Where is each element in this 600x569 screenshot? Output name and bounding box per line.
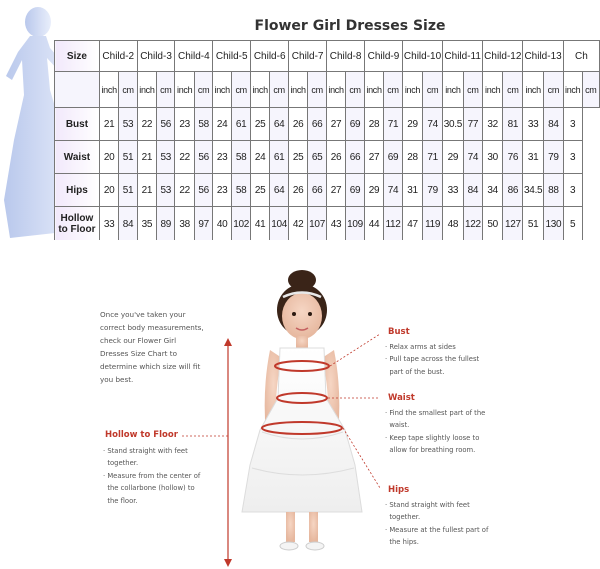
unit-inch-cell: inch xyxy=(523,72,544,108)
size-column-header: Child-8 xyxy=(327,41,365,72)
size-column-header: Child-11 xyxy=(443,41,483,72)
waist-value-cell: 69 xyxy=(384,141,403,174)
unit-cm-cell: cm xyxy=(463,72,483,108)
hips-heading: Hips xyxy=(388,485,410,495)
bust-value-cell: 77 xyxy=(463,108,483,141)
bust-value-cell: 58 xyxy=(194,108,212,141)
hips-value-cell: 27 xyxy=(327,174,346,207)
hips-value-cell: 84 xyxy=(463,174,483,207)
hollow-value-cell: 47 xyxy=(402,207,422,241)
hips-instructions xyxy=(385,499,505,549)
waist-value-cell: 21 xyxy=(137,141,157,174)
hollow-instruction-line: the collarbone (hollow) to xyxy=(103,484,195,493)
bust-value-cell: 30.5 xyxy=(443,108,463,141)
size-column-header: Child-10 xyxy=(402,41,442,72)
hollow-value-cell: 42 xyxy=(289,207,308,241)
intro-text xyxy=(100,308,204,386)
hollow-value-cell: 112 xyxy=(384,207,403,241)
unit-cm-cell: cm xyxy=(232,72,251,108)
hips-value-cell: 34 xyxy=(483,174,503,207)
waist-instruction-line: · Keep tape slightly loose to xyxy=(385,433,480,442)
bust-instructions xyxy=(385,341,505,378)
waist-value-cell: 53 xyxy=(157,141,175,174)
hips-instruction-line: together. xyxy=(385,513,421,522)
unit-inch-cell: inch xyxy=(251,72,270,108)
hips-value-cell: 22 xyxy=(175,174,195,207)
hips-value-cell: 26 xyxy=(289,174,308,207)
hips-value-cell: 20 xyxy=(99,174,119,207)
waist-value-cell: 22 xyxy=(175,141,195,174)
bust-value-cell: 74 xyxy=(423,108,443,141)
hips-value-cell: 31 xyxy=(402,174,422,207)
waist-heading: Waist xyxy=(388,393,415,403)
unit-inch-cell: inch xyxy=(365,72,384,108)
hollow-value-cell: 48 xyxy=(443,207,463,241)
hollow-value-cell: 107 xyxy=(308,207,327,241)
bust-heading: Bust xyxy=(388,327,410,337)
hollow-value-cell: 97 xyxy=(194,207,212,241)
hollow-value-cell: 102 xyxy=(232,207,251,241)
waist-value-cell: 23 xyxy=(213,141,232,174)
bust-value-cell: 27 xyxy=(327,108,346,141)
size-table-container xyxy=(54,40,600,240)
waist-value-cell: 58 xyxy=(232,141,251,174)
hollow-value-cell: 41 xyxy=(251,207,270,241)
hips-row xyxy=(55,174,600,207)
hollow-value-cell: 84 xyxy=(119,207,137,241)
bust-value-cell: 66 xyxy=(308,108,327,141)
bust-value-cell: 3 xyxy=(563,108,582,141)
waist-label-cell: Waist xyxy=(55,141,100,174)
hips-value-cell: 86 xyxy=(503,174,523,207)
bust-value-cell: 21 xyxy=(99,108,119,141)
unit-cm-cell: cm xyxy=(346,72,365,108)
units-row xyxy=(55,72,600,108)
bust-value-cell: 64 xyxy=(270,108,289,141)
waist-value-cell: 61 xyxy=(270,141,289,174)
waist-instruction-line: waist. xyxy=(385,421,410,430)
hollow-value-cell: 50 xyxy=(483,207,503,241)
waist-value-cell: 26 xyxy=(327,141,346,174)
hollow-value-cell: 35 xyxy=(137,207,157,241)
unit-inch-cell: inch xyxy=(99,72,119,108)
hollow-value-cell: 89 xyxy=(157,207,175,241)
bust-value-cell: 71 xyxy=(384,108,403,141)
intro-line: check our Flower Girl xyxy=(100,336,177,345)
hollow-value-cell: 119 xyxy=(423,207,443,241)
size-column-header: Child-6 xyxy=(251,41,289,72)
hips-value-cell: 34.5 xyxy=(523,174,544,207)
hollow-value-cell: 51 xyxy=(523,207,544,241)
hollow-value-cell: 38 xyxy=(175,207,195,241)
waist-value-cell: 56 xyxy=(194,141,212,174)
hips-value-cell: 3 xyxy=(563,174,582,207)
unit-inch-cell: inch xyxy=(175,72,195,108)
intro-line: determine which size will fit xyxy=(100,362,201,371)
waist-value-cell: 51 xyxy=(119,141,137,174)
unit-inch-cell: inch xyxy=(443,72,463,108)
waist-instructions xyxy=(385,407,505,457)
hollow-row xyxy=(55,207,600,241)
waist-instruction-line: allow for breathing room. xyxy=(385,446,476,455)
hips-instruction-line: · Measure at the fullest part of xyxy=(385,525,489,534)
size-column-header: Ch xyxy=(563,41,599,72)
hollow-value-cell: 109 xyxy=(346,207,365,241)
hips-instruction-line: the hips. xyxy=(385,538,419,547)
waist-value-cell: 74 xyxy=(463,141,483,174)
bust-value-cell: 69 xyxy=(346,108,365,141)
size-column-header: Child-13 xyxy=(523,41,563,72)
hips-label-cell: Hips xyxy=(55,174,100,207)
bust-label-cell: Bust xyxy=(55,108,100,141)
hips-value-cell: 25 xyxy=(251,174,270,207)
waist-value-cell: 79 xyxy=(543,141,563,174)
hollow-instruction-line: · Measure from the center of xyxy=(103,471,201,480)
hollow-value-cell: 122 xyxy=(463,207,483,241)
bust-value-cell: 29 xyxy=(402,108,422,141)
hips-value-cell: 64 xyxy=(270,174,289,207)
size-column-header: Child-12 xyxy=(483,41,523,72)
unit-cm-cell: cm xyxy=(119,72,137,108)
hollow-value-cell: 127 xyxy=(503,207,523,241)
size-header-row xyxy=(55,41,600,72)
waist-value-cell: 29 xyxy=(443,141,463,174)
unit-cm-cell: cm xyxy=(157,72,175,108)
child-dress-photo xyxy=(0,250,600,569)
hips-value-cell: 58 xyxy=(232,174,251,207)
hollow-instruction-line: · Stand straight with feet xyxy=(103,447,188,455)
bust-value-cell: 26 xyxy=(289,108,308,141)
waist-value-cell: 20 xyxy=(99,141,119,174)
hollow-value-cell: 5 xyxy=(563,207,582,241)
unit-cm-cell: cm xyxy=(423,72,443,108)
unit-cm-cell: cm xyxy=(270,72,289,108)
hips-value-cell: 29 xyxy=(365,174,384,207)
waist-value-cell: 76 xyxy=(503,141,523,174)
unit-cm-cell: cm xyxy=(582,72,599,108)
bust-value-cell: 32 xyxy=(483,108,503,141)
bust-value-cell: 24 xyxy=(213,108,232,141)
hips-value-cell: 53 xyxy=(157,174,175,207)
hollow-label-cell: Hollow to Floor xyxy=(55,207,100,241)
hips-value-cell: 74 xyxy=(384,174,403,207)
bust-value-cell: 22 xyxy=(137,108,157,141)
bust-value-cell: 23 xyxy=(175,108,195,141)
unit-inch-cell: inch xyxy=(402,72,422,108)
size-column-header: Child-5 xyxy=(213,41,251,72)
waist-value-cell: 65 xyxy=(308,141,327,174)
unit-inch-cell: inch xyxy=(137,72,157,108)
hollow-instruction-line: together. xyxy=(103,459,139,468)
waist-value-cell: 25 xyxy=(289,141,308,174)
hips-value-cell: 69 xyxy=(346,174,365,207)
bust-row xyxy=(55,108,600,141)
hips-value-cell: 88 xyxy=(543,174,563,207)
unit-inch-cell: inch xyxy=(213,72,232,108)
unit-inch-cell: inch xyxy=(563,72,582,108)
intro-line: Once you've taken your xyxy=(100,310,186,319)
bust-value-cell: 25 xyxy=(251,108,270,141)
hips-value-cell: 79 xyxy=(423,174,443,207)
hips-value-cell: 33 xyxy=(443,174,463,207)
bust-value-cell: 61 xyxy=(232,108,251,141)
intro-line: you best. xyxy=(100,375,134,384)
unit-inch-cell: inch xyxy=(289,72,308,108)
bust-instruction-line: · Relax arms at sides xyxy=(385,343,456,351)
waist-value-cell: 3 xyxy=(563,141,582,174)
waist-value-cell: 24 xyxy=(251,141,270,174)
unit-cm-cell: cm xyxy=(308,72,327,108)
hollow-value-cell: 40 xyxy=(213,207,232,241)
size-column-header: Child-2 xyxy=(99,41,137,72)
bust-instruction-line: part of the bust. xyxy=(385,367,445,376)
waist-value-cell: 30 xyxy=(483,141,503,174)
size-column-header: Child-9 xyxy=(365,41,403,72)
unit-inch-cell: inch xyxy=(327,72,346,108)
bust-value-cell: 53 xyxy=(119,108,137,141)
hollow-instructions xyxy=(103,445,221,507)
unit-cm-cell: cm xyxy=(384,72,403,108)
bust-instruction-line: · Pull tape across the fullest xyxy=(385,355,480,364)
waist-value-cell: 27 xyxy=(365,141,384,174)
size-label-cell: Size xyxy=(55,41,100,72)
bust-value-cell: 33 xyxy=(523,108,544,141)
hollow-value-cell: 44 xyxy=(365,207,384,241)
bust-value-cell: 56 xyxy=(157,108,175,141)
unit-cm-cell: cm xyxy=(194,72,212,108)
hips-value-cell: 56 xyxy=(194,174,212,207)
bust-value-cell: 28 xyxy=(365,108,384,141)
hollow-value-cell: 130 xyxy=(543,207,563,241)
hips-value-cell: 23 xyxy=(213,174,232,207)
waist-instruction-line: · Find the smallest part of the xyxy=(385,409,486,417)
hips-value-cell: 51 xyxy=(119,174,137,207)
waist-value-cell: 66 xyxy=(346,141,365,174)
size-column-header: Child-7 xyxy=(289,41,327,72)
hips-instruction-line: · Stand straight with feet xyxy=(385,501,470,509)
waist-row xyxy=(55,141,600,174)
hollow-heading: Hollow to Floor xyxy=(105,430,178,440)
unit-inch-cell: inch xyxy=(483,72,503,108)
hollow-value-cell: 104 xyxy=(270,207,289,241)
intro-line: Dresses Size Chart to xyxy=(100,349,177,358)
measurement-guide xyxy=(0,250,600,569)
intro-line: correct body measurements, xyxy=(100,323,204,332)
size-column-header: Child-4 xyxy=(175,41,213,72)
bust-value-cell: 84 xyxy=(543,108,563,141)
hips-value-cell: 21 xyxy=(137,174,157,207)
chart-title: Flower Girl Dresses Size xyxy=(254,18,446,34)
waist-value-cell: 28 xyxy=(402,141,422,174)
hollow-instruction-line: the floor. xyxy=(103,496,138,505)
bust-value-cell: 81 xyxy=(503,108,523,141)
waist-value-cell: 31 xyxy=(523,141,544,174)
units-blank-cell xyxy=(55,72,100,108)
hollow-value-cell: 33 xyxy=(99,207,119,241)
hips-value-cell: 66 xyxy=(308,174,327,207)
unit-cm-cell: cm xyxy=(543,72,563,108)
hollow-value-cell: 43 xyxy=(327,207,346,241)
unit-cm-cell: cm xyxy=(503,72,523,108)
size-column-header: Child-3 xyxy=(137,41,175,72)
size-table xyxy=(54,40,600,240)
waist-value-cell: 71 xyxy=(423,141,443,174)
